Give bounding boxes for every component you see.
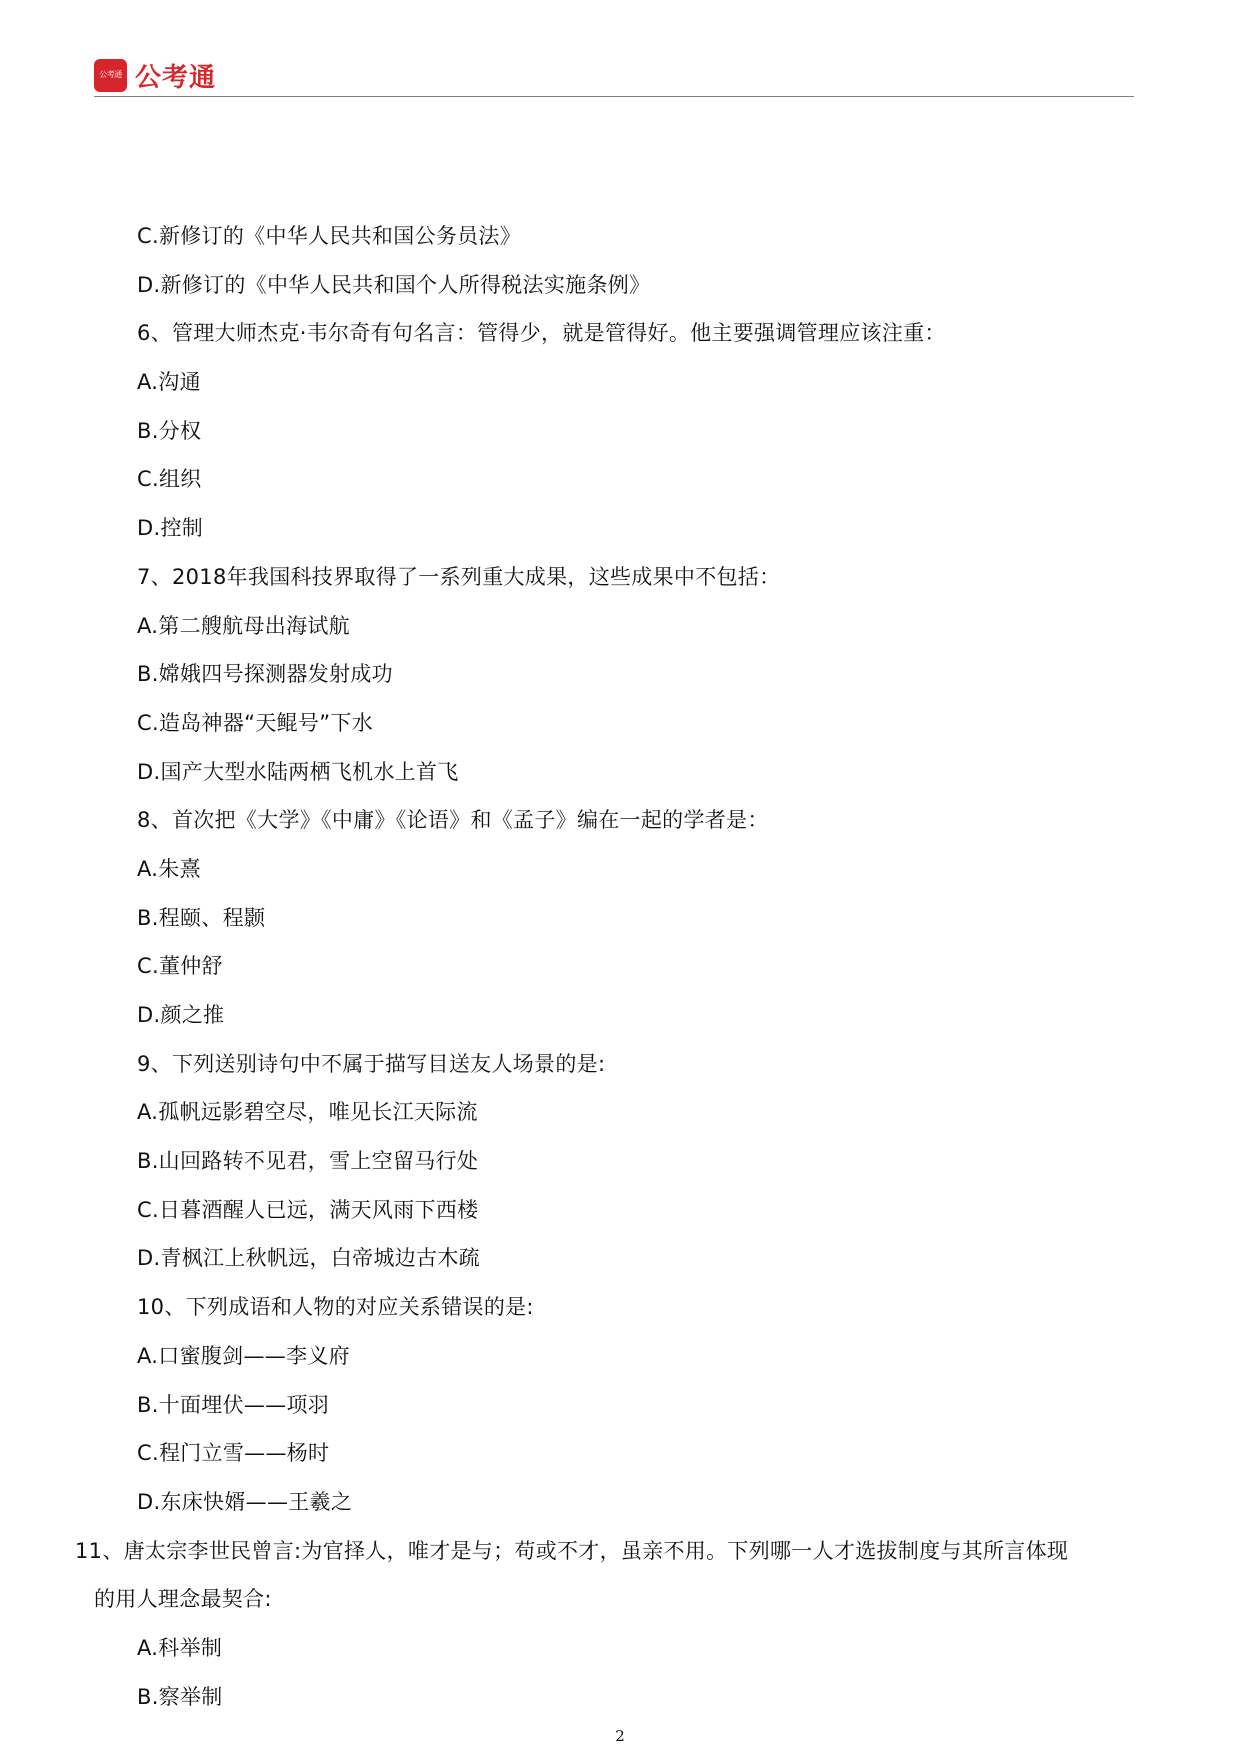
option-7b: B.嫦娥四号探测器发射成功 <box>137 662 393 687</box>
option-11a: A.科举制 <box>137 1635 223 1660</box>
option-11b: B.察举制 <box>137 1684 223 1709</box>
option-8d: D.颜之推 <box>137 1003 225 1027</box>
option-8c: C.董仲舒 <box>137 954 223 979</box>
header-divider <box>94 96 1134 97</box>
question-11-continued: 的用人理念最契合: <box>94 1587 272 1612</box>
question-9: 9、下列送别诗句中不属于描写目送友人场景的是: <box>137 1051 606 1076</box>
option-10a: A.口蜜腹剑——李义府 <box>137 1343 350 1368</box>
logo-icon <box>94 59 127 92</box>
question-10: 10、下列成语和人物的对应关系错误的是: <box>137 1295 534 1320</box>
option-8a: A.朱熹 <box>137 856 201 881</box>
option-6b: B.分权 <box>137 418 202 443</box>
option-5c: C.新修订的《中华人民共和国公务员法》 <box>137 224 522 248</box>
option-8b: B.程颐、程颢 <box>137 905 266 930</box>
option-5d: D.新修订的《中华人民共和国个人所得税法实施条例》 <box>137 272 651 297</box>
option-9d: D.青枫江上秋帆远，白帝城边古木疏 <box>137 1246 480 1271</box>
question-8: 8、首次把《大学》《中庸》《论语》和《孟子》编在一起的学者是： <box>137 808 769 833</box>
question-6: 6、管理大师杰克·韦尔奇有句名言：管得少，就是管得好。他主要强调管理应该注重： <box>137 321 946 346</box>
option-9a: A.孤帆远影碧空尽，唯见长江天际流 <box>137 1100 478 1125</box>
option-10c: C.程门立雪——杨时 <box>137 1441 330 1466</box>
exam-content <box>0 222 1240 1731</box>
option-10d: D.东床快婿——王羲之 <box>137 1489 353 1514</box>
option-10b: B.十面埋伏——项羽 <box>137 1392 330 1417</box>
logo-mark-text: 公考通 <box>99 70 122 79</box>
brand-name: 公考通 <box>135 62 217 93</box>
option-7c: C.造岛神器“天鲲号”下水 <box>137 710 373 735</box>
option-7d: D.国产大型水陆两栖飞机水上首飞 <box>137 759 459 784</box>
option-7a: A.第二艘航母出海试航 <box>137 613 350 638</box>
brand-logo <box>94 58 216 92</box>
option-9c: C.日暮酒醒人已远，满天风雨下西楼 <box>137 1197 479 1222</box>
option-6a: A.沟通 <box>137 370 201 395</box>
option-9b: B.山回路转不见君，雪上空留马行处 <box>137 1149 479 1174</box>
question-7: 7、2018年我国科技界取得了一系列重大成果，这些成果中不包括： <box>137 564 781 589</box>
question-11: 11、唐太宗李世民曾言:为官择人，唯才是与；苟或不才，虽亲不用。下列哪一人才选拔制度与其所言体现 <box>75 1538 1069 1563</box>
option-6c: C.组织 <box>137 467 202 492</box>
page-number: 2 <box>615 1727 625 1745</box>
option-6d: D.控制 <box>137 516 204 541</box>
